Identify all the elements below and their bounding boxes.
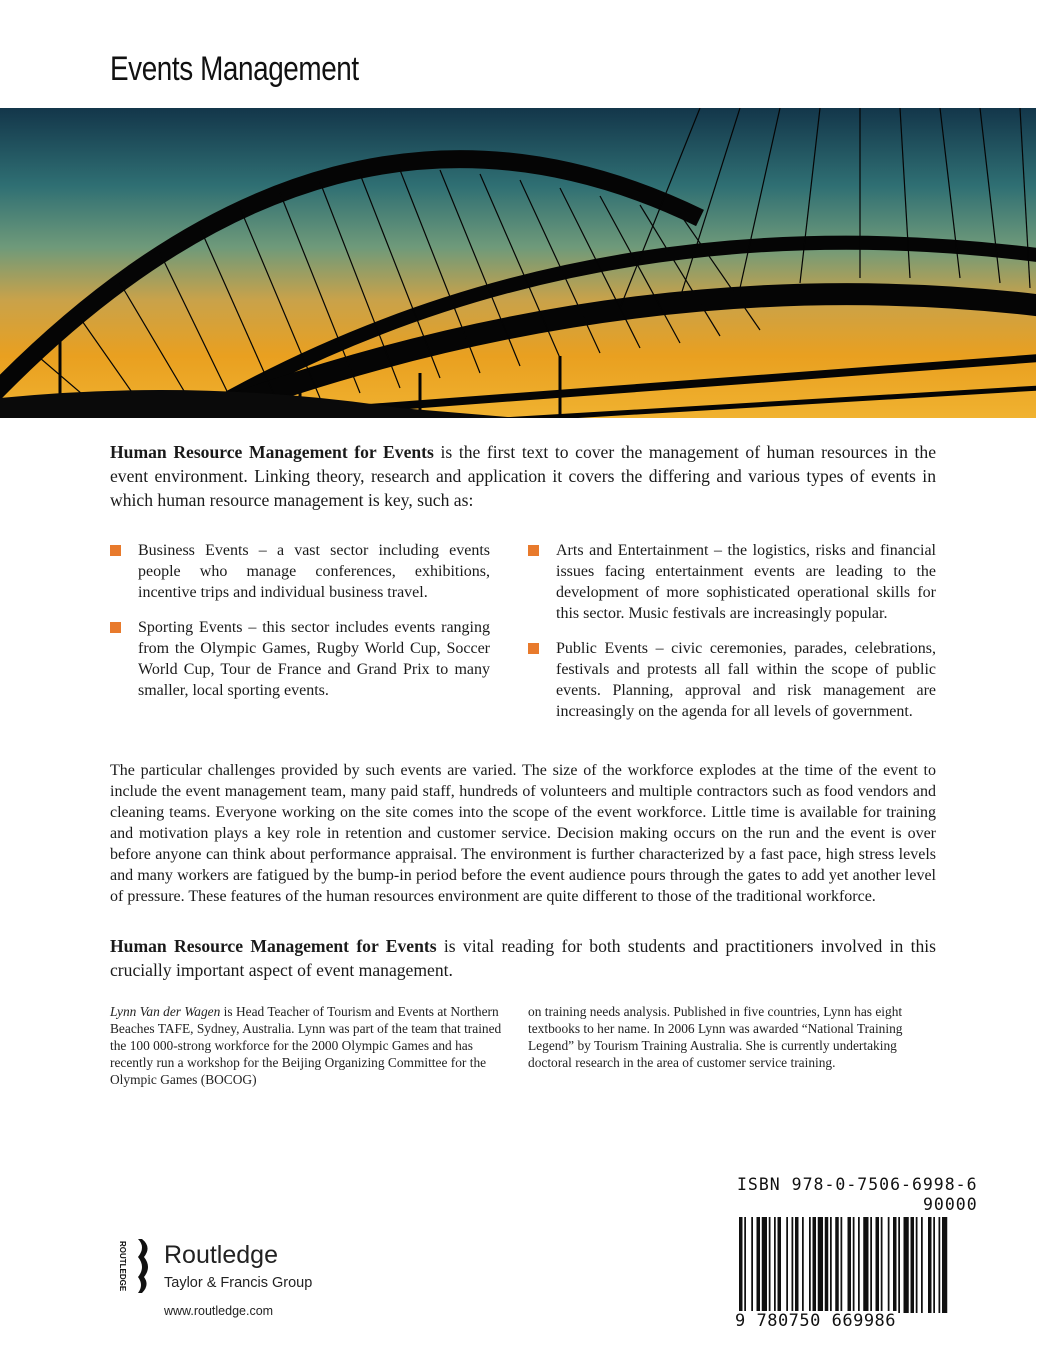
barcode-bar bbox=[876, 1217, 880, 1313]
publisher-name: Routledge bbox=[164, 1241, 278, 1269]
barcode-bar bbox=[835, 1217, 839, 1313]
bridge-arch-sunset-photo bbox=[0, 108, 1036, 418]
barcode-bar bbox=[898, 1217, 900, 1313]
barcode-bar bbox=[830, 1217, 832, 1313]
intro-book-title: Human Resource Management for Events bbox=[110, 442, 434, 462]
intro-paragraph bbox=[110, 440, 936, 512]
cover-photo bbox=[0, 108, 1036, 418]
barcode-bar bbox=[858, 1217, 860, 1313]
barcode-bar bbox=[881, 1217, 883, 1313]
barcode-bar bbox=[921, 1217, 923, 1313]
orange-square-bullet-icon bbox=[110, 545, 121, 556]
publisher-logo bbox=[112, 1235, 332, 1295]
publisher-website: www.routledge.com bbox=[164, 1304, 274, 1318]
barcode-bar bbox=[739, 1217, 743, 1313]
barcode-bar bbox=[802, 1217, 804, 1313]
barcode-bar bbox=[904, 1217, 909, 1313]
closing-paragraph bbox=[110, 934, 936, 982]
barcode-bar bbox=[744, 1217, 746, 1313]
barcode-bar bbox=[757, 1217, 761, 1313]
orange-square-bullet-icon bbox=[110, 622, 121, 633]
barcode-bar bbox=[939, 1217, 941, 1313]
barcode-bar bbox=[792, 1217, 794, 1313]
barcode-bar bbox=[888, 1217, 890, 1313]
routledge-logo-icon bbox=[112, 1235, 152, 1295]
barcode-bar bbox=[751, 1217, 753, 1313]
closing-text: is vital reading for both students and practitioners involved in this crucially important aspect of event management. bbox=[110, 936, 936, 980]
logo-vertical-mark: ROUTLEDGE bbox=[118, 1241, 127, 1292]
barcode-bar bbox=[778, 1217, 782, 1313]
barcode-bar bbox=[928, 1217, 932, 1313]
list-item bbox=[528, 540, 936, 624]
barcode-bar bbox=[933, 1217, 935, 1313]
bullet-text: Arts and Entertainment – the logistics, risks and financial issues facing entertainment events are leading to the development of more sophisticated operational skills for this sector. Music festivals are increasingly popular. bbox=[556, 542, 936, 622]
bullet-text: Sporting Events – this sector includes events ranging from the Olympic Games, Rugby World Cup, Soccer World Cup, Tour de France and Grand Prix to many smaller, local sporting events. bbox=[138, 619, 490, 699]
series-title: Events Management bbox=[110, 50, 359, 88]
barcode-bar bbox=[762, 1217, 767, 1313]
closing-book-title: Human Resource Management for Events bbox=[110, 936, 437, 956]
barcode-bar bbox=[863, 1217, 868, 1313]
barcode-bar bbox=[769, 1217, 771, 1313]
barcode-bar bbox=[795, 1217, 799, 1313]
orange-square-bullet-icon bbox=[528, 545, 539, 556]
barcode-bar bbox=[818, 1217, 823, 1313]
barcode-bar bbox=[916, 1217, 918, 1313]
barcode-bar bbox=[893, 1217, 897, 1313]
event-types-right-list bbox=[528, 540, 936, 736]
bullet-text: Business Events – a vast sector including events people who manage conferences, exhibitions, incentive trips and individual business travel. bbox=[138, 542, 490, 601]
isbn-barcode bbox=[733, 1173, 1003, 1333]
price-addon: 90000 bbox=[923, 1195, 978, 1214]
barcode-bar bbox=[786, 1217, 788, 1313]
list-item bbox=[110, 540, 490, 603]
ean-digits: 9 780750 669986 bbox=[735, 1311, 897, 1331]
barcode-bar bbox=[911, 1217, 915, 1313]
challenges-paragraph: The particular challenges provided by such events are varied. The size of the workforce explodes at the time of the event to include the event management team, many paid staff, hundreds of volunteers and multiple contractors such as food vendors and cleaning teams. Everyone working on the site comes into the scope of the event workforce. Little time is available for training and motivation plays a key role in retention and customer service. Decision making occurs on the run and the event is over before anyone can think about performance appraisal. The environment is further characterized by a fast pace, high stress levels and many workers are fatigued by the bump-in period before the event audience pours through the gates to add yet another level of pressure. These features of the human resources environment are quite different to those of the traditional workforce. bbox=[110, 762, 936, 905]
event-types-left-list bbox=[110, 540, 490, 715]
author-name: Lynn Van der Wagen bbox=[110, 1004, 221, 1019]
barcode-bars bbox=[739, 1217, 1001, 1313]
isbn-label: ISBN 978-0-7506-6998-6 bbox=[737, 1175, 978, 1194]
barcode-bar bbox=[813, 1217, 817, 1313]
bullet-text: Public Events – civic ceremonies, parades, celebrations, festivals and protests all fall within the scope of public events. Planning, approval and risk management are increasingly on the agenda for all levels of government. bbox=[556, 640, 936, 720]
author-bio-col1 bbox=[110, 1003, 510, 1088]
barcode-bar bbox=[809, 1217, 811, 1313]
barcode-bar bbox=[853, 1217, 855, 1313]
bio-text-col1: is Head Teacher of Tourism and Events at Northern Beaches TAFE, Sydney, Australia. Lynn was part of the team that trained the 100 000-strong workforce for the 2000 Olympic Games and has recently run a workshop for the Beijing Organizing Committee for the Olympic Games (BOCOG) bbox=[110, 1004, 502, 1087]
list-item bbox=[110, 617, 490, 701]
barcode-bar bbox=[848, 1217, 852, 1313]
author-bio-col2: on training needs analysis. Published in five countries, Lynn has eight textbooks to her name. In 2006 Lynn was awarded “National Training Legend” by Tourism Training Australia. She is currently undertaking doctoral research in the area of customer service training. bbox=[528, 1004, 903, 1070]
barcode-bar bbox=[825, 1217, 829, 1313]
barcode-bar bbox=[942, 1217, 947, 1313]
barcode-bar bbox=[870, 1217, 872, 1313]
orange-square-bullet-icon bbox=[528, 643, 539, 654]
intro-text: is the first text to cover the management of human resources in the event environment. Linking theory, research and application it covers the differing and various types of events in which human resource management is key, such as: bbox=[110, 442, 937, 510]
list-item bbox=[528, 638, 936, 722]
barcode-bar bbox=[841, 1217, 843, 1313]
barcode-bar bbox=[774, 1217, 776, 1313]
publisher-group: Taylor & Francis Group bbox=[164, 1275, 313, 1291]
